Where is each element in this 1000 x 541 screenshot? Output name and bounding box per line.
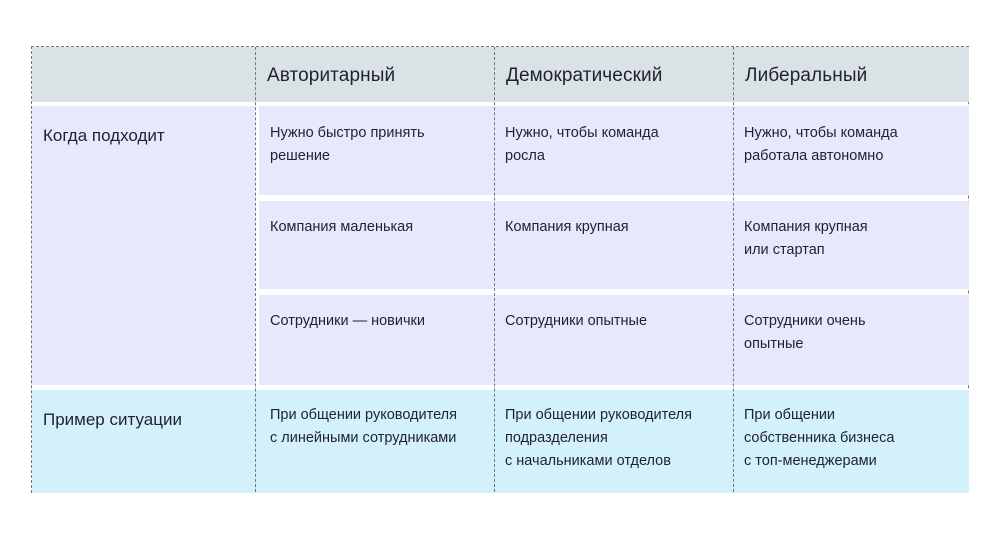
cell-text: При общении руководителя с линейными сотрудниками xyxy=(270,407,457,446)
leadership-styles-table xyxy=(31,46,969,493)
cell-example-authoritarian xyxy=(255,390,494,493)
header-cell-authoritarian xyxy=(255,47,494,102)
cell-when-2-liberal xyxy=(733,201,969,289)
cell-when-1-authoritarian xyxy=(259,106,494,195)
cell-when-2-democratic xyxy=(494,201,733,289)
column-title-authoritarian: Авторитарный xyxy=(267,65,396,86)
cell-when-3-democratic xyxy=(494,295,733,385)
cell-example-democratic xyxy=(494,390,733,493)
row-label-when: Когда подходит xyxy=(43,126,165,145)
cell-text: При общении руководителя подразделения с начальниками отделов xyxy=(505,407,692,469)
cell-text: Нужно, чтобы команда росла xyxy=(505,125,659,164)
header-corner-cell xyxy=(32,47,255,102)
cell-when-3-liberal xyxy=(733,295,969,385)
column-divider xyxy=(733,47,734,492)
cell-when-1-democratic xyxy=(494,106,733,195)
header-cell-liberal xyxy=(733,47,969,102)
cell-when-3-authoritarian xyxy=(259,295,494,385)
header-cell-democratic xyxy=(494,47,733,102)
row-label-cell-example xyxy=(32,390,255,493)
column-divider xyxy=(255,47,256,492)
column-title-democratic: Демократический xyxy=(506,65,663,86)
row-label-cell-when xyxy=(32,106,255,385)
cell-text: Нужно, чтобы команда работала автономно xyxy=(744,125,898,164)
row-label-example: Пример ситуации xyxy=(43,410,182,429)
cell-when-1-liberal xyxy=(733,106,969,195)
cell-text: Сотрудники опытные xyxy=(505,313,648,329)
cell-text: Сотрудники очень опытные xyxy=(744,313,866,352)
cell-text: Компания крупная или стартап xyxy=(744,219,868,258)
column-title-liberal: Либеральный xyxy=(745,65,868,86)
cell-text: Компания маленькая xyxy=(270,219,414,235)
cell-text: Нужно быстро принять решение xyxy=(270,125,425,164)
column-divider xyxy=(494,47,495,492)
cell-example-liberal xyxy=(733,390,969,493)
cell-text: При общении собственника бизнеса с топ-менеджерами xyxy=(744,407,895,469)
cell-text: Компания крупная xyxy=(505,219,629,235)
cell-text: Сотрудники — новички xyxy=(270,313,425,329)
cell-when-2-authoritarian xyxy=(259,201,494,289)
